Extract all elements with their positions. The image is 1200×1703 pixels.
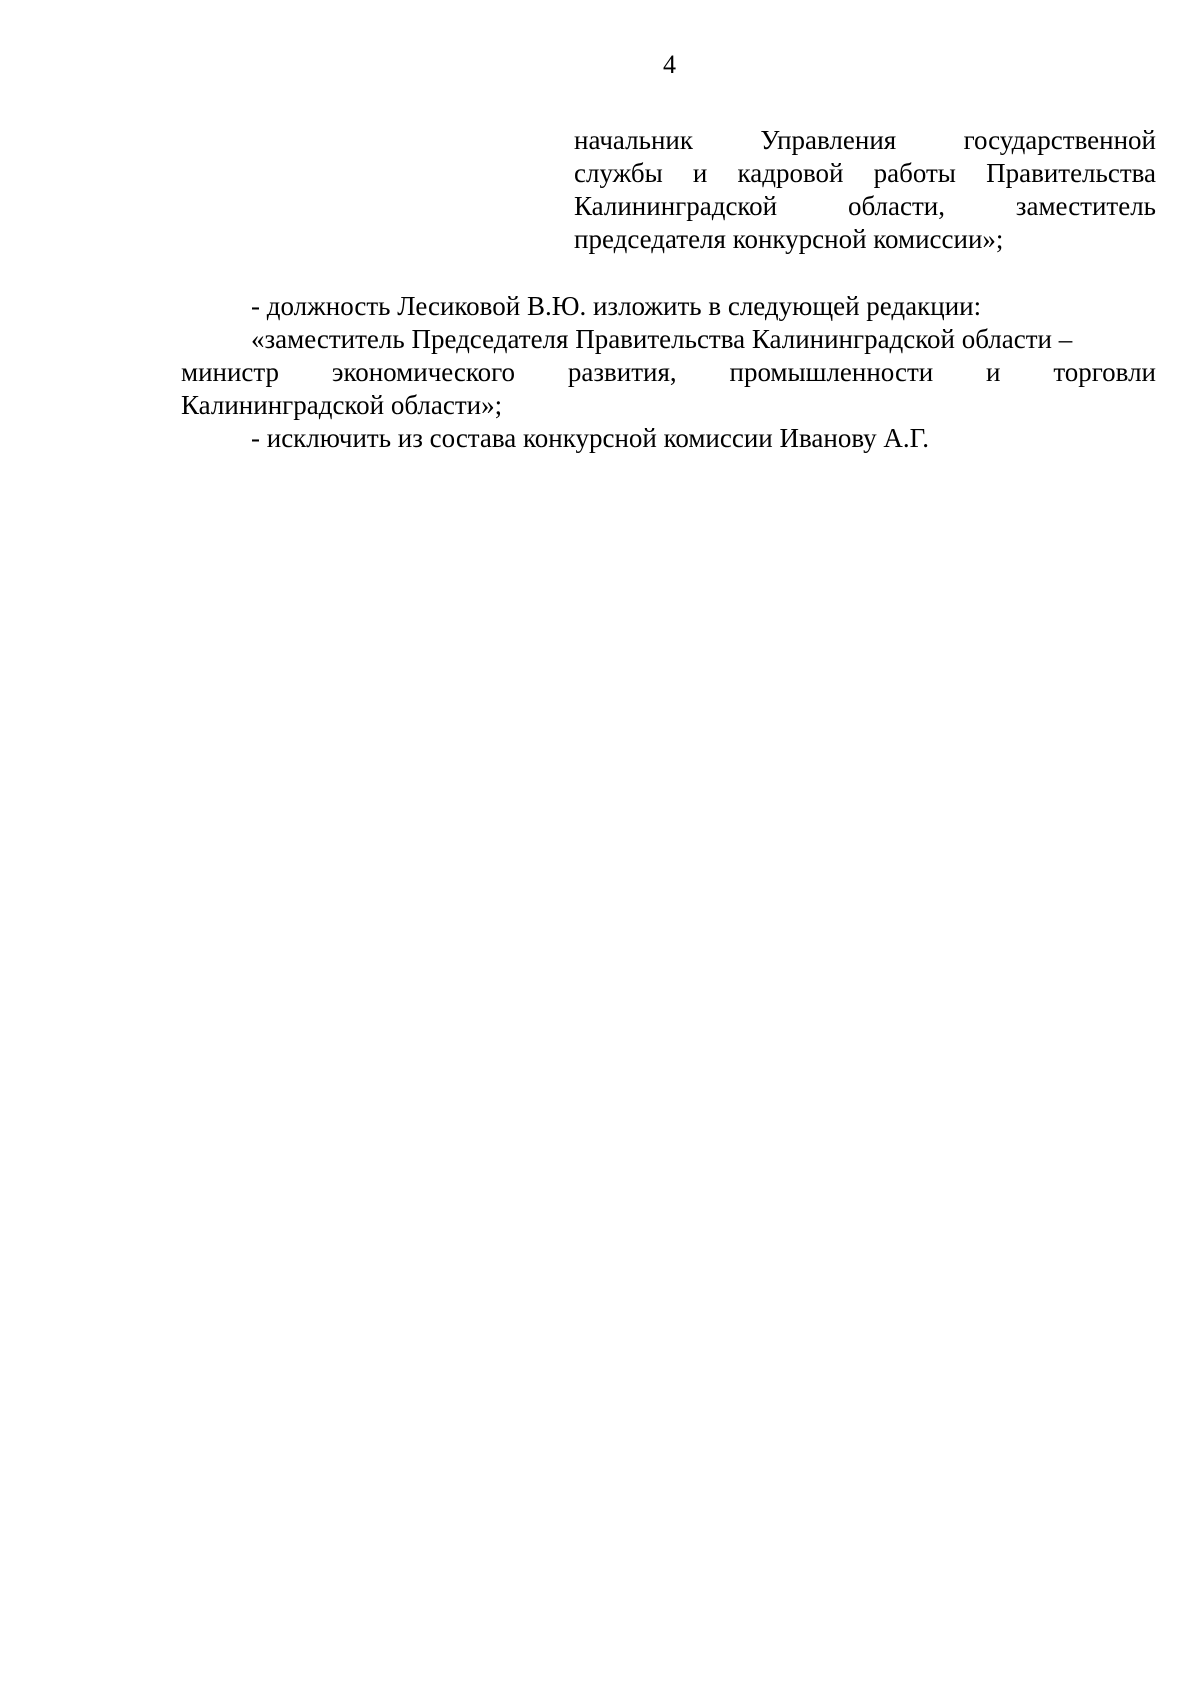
new-title-line: Калининградской области»; [181,390,503,420]
position-line: службы и кадровой работы Правительства [574,158,1156,188]
new-title-line: «заместитель Председателя Правительства Калининградской области – [251,324,1073,354]
position-title-block [574,124,1156,256]
position-line: начальник Управления государственной [574,125,1156,155]
new-title-line: министр экономического развития, промышленности и торговли [181,357,1156,387]
item-lesikova-position: - должность Лесиковой В.Ю. изложить в следующей редакции: [251,291,982,321]
document-body [181,290,1156,455]
position-line: председателя конкурсной комиссии»; [574,224,1004,254]
position-line: Калининградской области, заместитель [574,191,1156,221]
page-number: 4 [663,50,676,79]
item-exclude-member: - исключить из состава конкурсной комиссии Иванову А.Г. [251,423,929,453]
